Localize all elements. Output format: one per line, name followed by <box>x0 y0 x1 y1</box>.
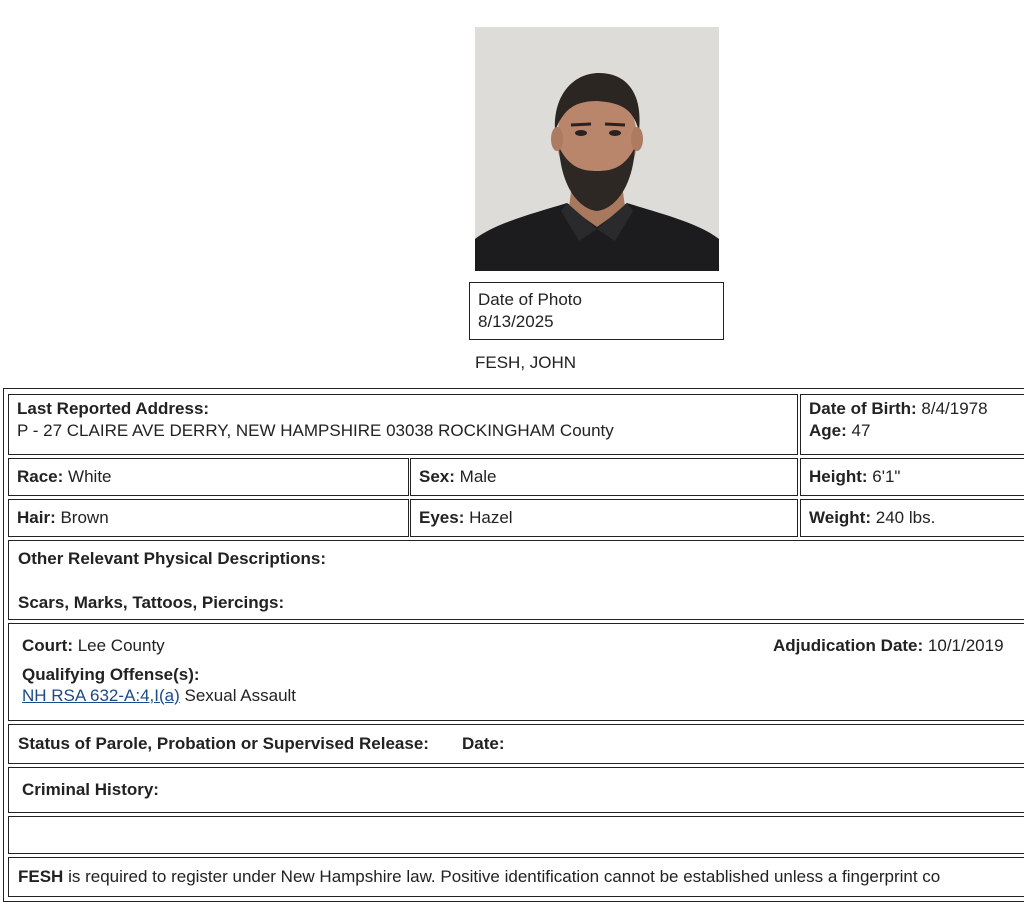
age-label: Age: <box>809 421 847 440</box>
sex-label: Sex: <box>419 467 455 486</box>
weight-cell <box>800 499 1024 537</box>
height-label: Height: <box>809 467 868 486</box>
address-label: Last Reported Address: <box>17 399 210 418</box>
adjudication-label: Adjudication Date: <box>773 636 924 655</box>
hair-cell <box>8 499 409 537</box>
hair-value: Brown <box>60 508 109 527</box>
empty-row-cell <box>8 816 1024 854</box>
race-cell <box>8 458 409 496</box>
eyes-cell <box>410 499 798 537</box>
offense-label: Qualifying Offense(s): <box>22 665 200 684</box>
dob-age-cell <box>800 394 1024 455</box>
address-cell <box>8 394 798 455</box>
notice-text: is required to register under New Hampshire law. Positive identification cannot be established unless a fingerprint co <box>68 867 941 886</box>
registration-notice <box>18 866 940 888</box>
race-value: White <box>68 467 112 486</box>
sex-cell <box>410 458 798 496</box>
court-offense-cell <box>8 623 1024 721</box>
hair-label: Hair: <box>17 508 56 527</box>
offense-description: Sexual Assault <box>184 686 297 705</box>
criminal-history-cell <box>8 767 1024 813</box>
criminal-history-label: Criminal History: <box>22 780 159 799</box>
photo-date-value: 8/13/2025 <box>478 312 554 331</box>
sex-value: Male <box>459 467 497 486</box>
eyes-label: Eyes: <box>419 508 465 527</box>
adjudication-value: 10/1/2019 <box>927 636 1004 655</box>
parole-date-label: Date: <box>462 734 505 753</box>
dob-label: Date of Birth: <box>809 399 917 418</box>
offender-photo <box>475 27 719 271</box>
age-value: 47 <box>851 421 871 440</box>
height-value: 6'1" <box>872 467 901 486</box>
offense-line <box>22 685 296 707</box>
registration-notice-cell <box>8 857 1024 897</box>
height-cell <box>800 458 1024 496</box>
adjudication-line <box>773 635 1004 657</box>
scars-label: Scars, Marks, Tattoos, Piercings: <box>18 593 285 612</box>
weight-label: Weight: <box>809 508 872 527</box>
parole-label: Status of Parole, Probation or Supervised Release: <box>18 734 429 753</box>
photo-date-label: Date of Photo <box>478 290 582 309</box>
offense-statute-link[interactable]: NH RSA 632-A:4,I(a) <box>22 686 180 705</box>
offender-name: FESH, JOHN <box>475 353 577 372</box>
other-physical-label: Other Relevant Physical Descriptions: <box>18 549 326 568</box>
court-line <box>22 635 165 657</box>
dob-value: 8/4/1978 <box>921 399 988 418</box>
parole-cell <box>8 724 1024 764</box>
court-value: Lee County <box>77 636 165 655</box>
court-label: Court: <box>22 636 73 655</box>
photo-date-box <box>469 282 724 340</box>
notice-name: FESH <box>18 867 64 886</box>
eyes-value: Hazel <box>469 508 513 527</box>
race-label: Race: <box>17 467 64 486</box>
offender-record <box>3 388 1024 902</box>
weight-value: 240 lbs. <box>875 508 936 527</box>
address-value: P - 27 CLAIRE AVE DERRY, NEW HAMPSHIRE 03038 ROCKINGHAM County <box>17 421 614 440</box>
physical-descriptions-cell <box>8 540 1024 620</box>
